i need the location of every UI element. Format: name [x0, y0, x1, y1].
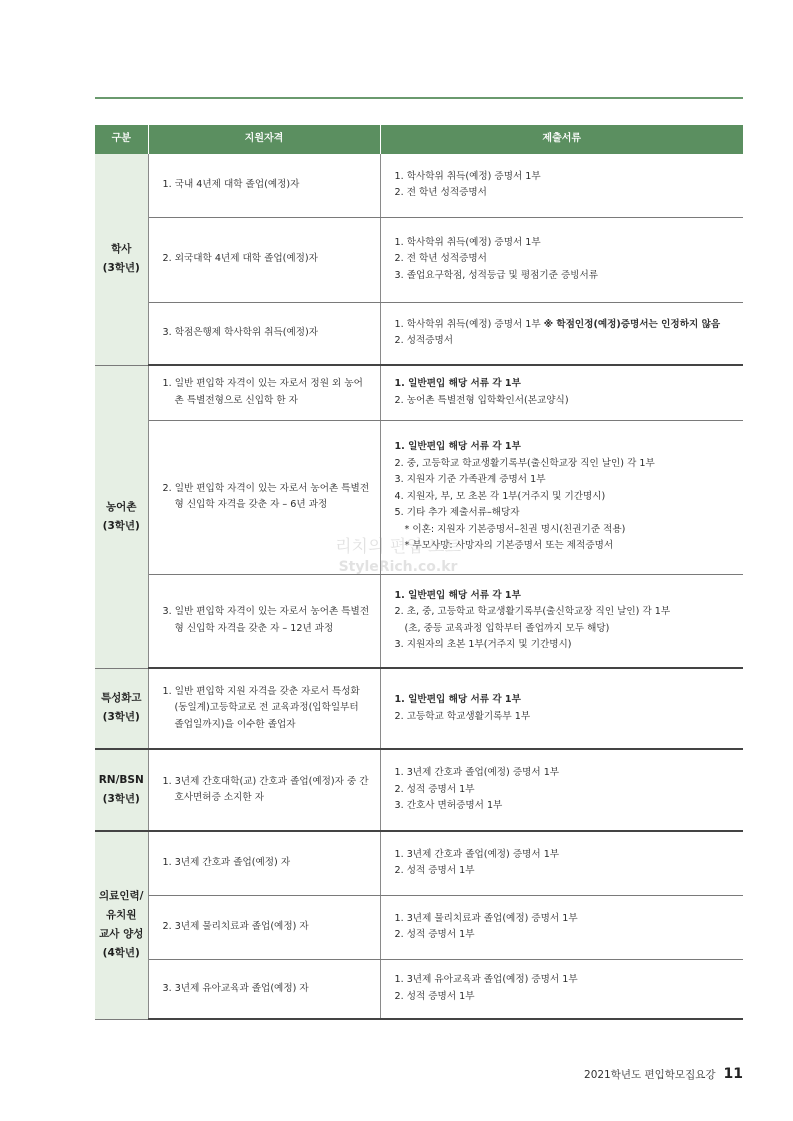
documents-cell: 1. 일반편입 해당 서류 각 1부 2. 농어촌 특별전형 입학확인서(본교양식) [380, 365, 743, 420]
header-documents: 제출서류 [380, 125, 743, 154]
documents-cell: 1. 3년제 유아교육과 졸업(예정) 증명서 1부 2. 성적 증명서 1부 [380, 959, 743, 1019]
documents-cell: 1. 일반편입 해당 서류 각 1부 2. 초, 중, 고등학교 학교생활기록부(출신학교장 직인 날인) 각 1부 (초, 중등 교육과정 입학부터 졸업까지 모두 해당) 3. 지원자의 초본 1부(거주지 및 기간명시) [380, 574, 743, 668]
qualification-cell: 3. 3년제 유아교육과 졸업(예정) 자 [148, 959, 380, 1019]
qualification-cell: 3. 일반 편입학 자격이 있는 자로서 농어촌 특별전형 신입학 자격을 갖춘 자 – 12년 과정 [148, 574, 380, 668]
table-row [95, 217, 743, 302]
page-number: 11 [723, 1066, 743, 1082]
watermark-text: 리치의 편입 노트 [335, 537, 461, 557]
table-row [95, 420, 743, 574]
table-row [95, 574, 743, 668]
documents-cell: 1. 일반편입 해당 서류 각 1부 2. 중, 고등학교 학교생활기록부(출신학교장 직인 날인) 각 1부 3. 지원자 기준 가족관계 증명서 1부 4. 지원자, 부, 모 초본 각 1부(거주지 및 기간명시) 5. 기타 추가 제출서류–해당자 * 이혼: 지원자 기본증명서–친권 명시(친권기준 적용) * 부모사망: 사망자의 기본증명서 또는 제적증명서 [380, 420, 743, 574]
qualification-cell: 1. 일반 편입학 자격이 있는 자로서 정원 외 농어촌 특별전형으로 신입학 한 자 [148, 365, 380, 420]
qualification-cell: 2. 일반 편입학 자격이 있는 자로서 농어촌 특별전형 신입학 자격을 갖춘 자 – 6년 과정 [148, 420, 380, 574]
qualification-cell: 2. 외국대학 4년제 대학 졸업(예정)자 [148, 217, 380, 302]
table-row [95, 302, 743, 365]
category-cell: 학사 (3학년) [95, 154, 148, 365]
table-row [95, 959, 743, 1019]
documents-cell: 1. 3년제 간호과 졸업(예정) 증명서 1부 2. 성적 증명서 1부 [380, 831, 743, 895]
header-category: 구분 [95, 125, 148, 154]
table-row [95, 668, 743, 749]
documents-cell: 1. 학사학위 취득(예정) 증명서 1부 ※ 학점인정(예정)증명서는 인정하지 않음 2. 성적증명서 [380, 302, 743, 365]
qualification-cell: 1. 국내 4년제 대학 졸업(예정)자 [148, 154, 380, 217]
requirements-table [95, 125, 743, 1020]
table-header-row [95, 125, 743, 154]
documents-cell: 1. 3년제 물리치료과 졸업(예정) 증명서 1부 2. 성적 증명서 1부 [380, 895, 743, 959]
qualification-cell: 1. 일반 편입학 지원 자격을 갖춘 자로서 특성화(동일계)고등학교로 전 교육과정(입학일부터 졸업일까지)을 이수한 졸업자 [148, 668, 380, 749]
qualification-cell: 2. 3년제 물리치료과 졸업(예정) 자 [148, 895, 380, 959]
documents-cell: 1. 3년제 간호과 졸업(예정) 증명서 1부 2. 성적 증명서 1부 3. 간호사 면허증명서 1부 [380, 749, 743, 831]
qualification-cell: 1. 3년제 간호대학(교) 간호과 졸업(예정)자 중 간호사면허증 소지한 자 [148, 749, 380, 831]
table-row [95, 365, 743, 420]
category-cell: 의료인력/ 유치원 교사 양성 (4학년) [95, 831, 148, 1019]
qualification-cell: 1. 3년제 간호과 졸업(예정) 자 [148, 831, 380, 895]
header-qualification: 지원자격 [148, 125, 380, 154]
table-row [95, 895, 743, 959]
category-cell: 농어촌 (3학년) [95, 365, 148, 668]
watermark-url: StyleRich.co.kr [338, 559, 458, 575]
category-cell: 특성화고 (3학년) [95, 668, 148, 749]
page-footer [584, 1066, 743, 1082]
footer-title: 2021학년도 편입학모집요강 [584, 1069, 716, 1081]
top-rule [95, 97, 743, 99]
qualification-cell: 3. 학점은행제 학사학위 취득(예정)자 [148, 302, 380, 365]
documents-cell: 1. 일반편입 해당 서류 각 1부 2. 고등학교 학교생활기록부 1부 [380, 668, 743, 749]
documents-cell: 1. 학사학위 취득(예정) 증명서 1부 2. 전 학년 성적증명서 3. 졸업요구학점, 성적등급 및 평점기준 증빙서류 [380, 217, 743, 302]
documents-cell: 1. 학사학위 취득(예정) 증명서 1부 2. 전 학년 성적증명서 [380, 154, 743, 217]
notice-text: ※ 학점인정(예정)증명서는 인정하지 않음 [543, 318, 721, 330]
table-row [95, 154, 743, 217]
category-cell: RN/BSN (3학년) [95, 749, 148, 831]
table-row [95, 749, 743, 831]
table-row [95, 831, 743, 895]
